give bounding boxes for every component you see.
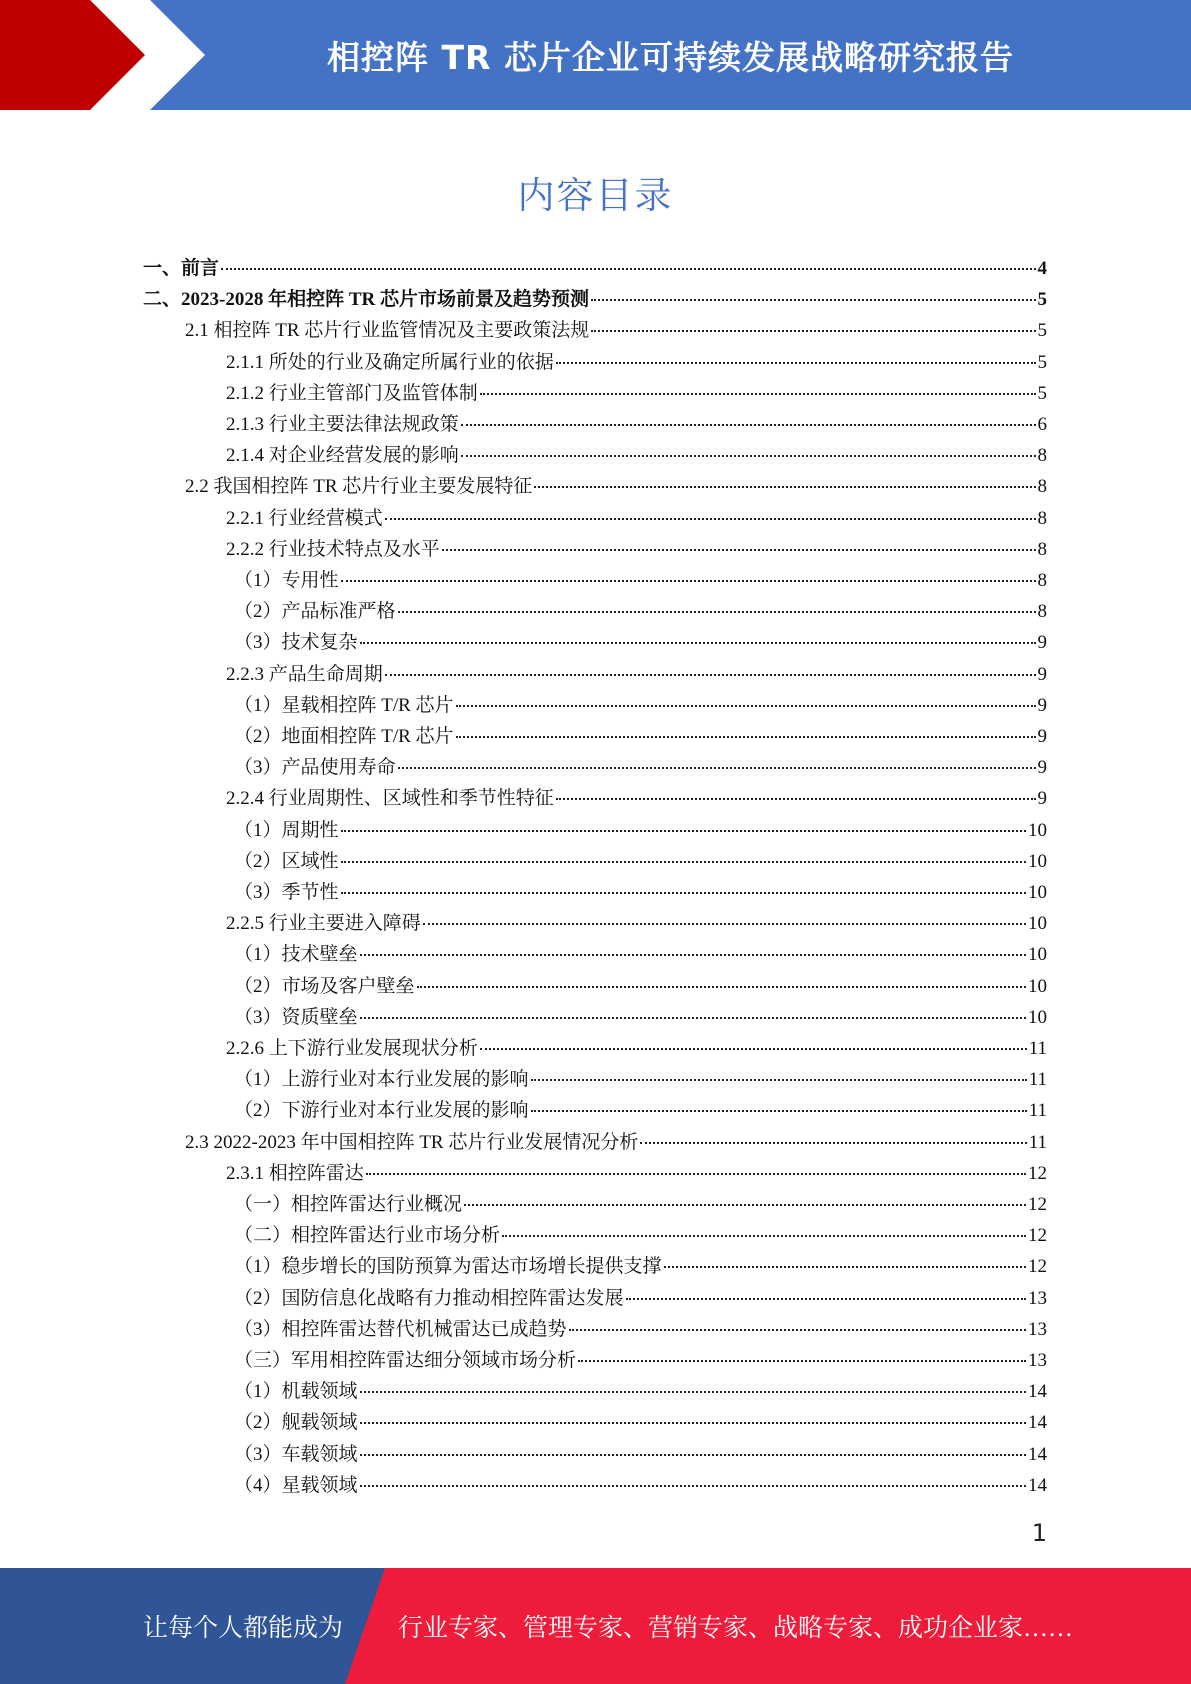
toc-entry[interactable]: [234, 1407, 1047, 1438]
toc-entry-label: （3）车载领域: [234, 1443, 358, 1465]
toc-entry-label: 二、2023-2028 年相控阵 TR 芯片市场前景及趋势预测: [143, 289, 589, 311]
toc-entry-label: （1）机载领域: [234, 1381, 358, 1403]
toc-entry[interactable]: [143, 253, 1047, 284]
toc-entry[interactable]: [234, 1345, 1047, 1376]
toc-entry-label: 2.2.5 行业主要进入障碍: [226, 913, 421, 935]
footer-banner: [0, 1568, 1191, 1684]
toc-leader-dots: [591, 299, 1036, 301]
toc-entry-label: 2.2 我国相控阵 TR 芯片行业主要发展特征: [185, 476, 533, 498]
toc-leader-dots: [360, 1391, 1026, 1393]
toc-entry-label: （2）下游行业对本行业发展的影响: [234, 1100, 529, 1122]
toc-entry-page: 5: [1037, 320, 1047, 342]
toc-leader-dots: [385, 518, 1036, 520]
toc-entry-page: 4: [1037, 258, 1047, 279]
toc-entry[interactable]: [234, 1283, 1047, 1314]
toc-entry-label: （二）相控阵雷达行业市场分析: [234, 1225, 501, 1247]
toc-leader-dots: [480, 393, 1036, 395]
toc-leader-dots: [569, 1329, 1026, 1331]
toc-leader-dots: [417, 986, 1026, 988]
toc-entry-label: （2）舰载领域: [234, 1412, 358, 1434]
toc-entry[interactable]: [226, 440, 1047, 471]
footer-slogan-left: 让每个人都能成为: [143, 1615, 344, 1642]
toc-leader-dots: [556, 798, 1036, 800]
toc-entry-page: 10: [1028, 975, 1047, 997]
toc-leader-dots: [531, 1079, 1027, 1081]
toc-entry[interactable]: [185, 315, 1047, 346]
toc-entry[interactable]: [234, 690, 1047, 721]
toc-entry[interactable]: [234, 1095, 1047, 1126]
toc-leader-dots: [341, 861, 1026, 863]
toc-leader-dots: [464, 1204, 1026, 1206]
toc-leader-dots: [456, 736, 1036, 738]
toc-leader-dots: [556, 362, 1036, 364]
toc-entry-label: （1）周期性: [234, 819, 339, 841]
footer-slogan-right: 行业专家、管理专家、营销专家、战略专家、成功企业家……: [398, 1615, 1074, 1642]
toc-entry-page: 10: [1028, 850, 1047, 872]
toc-entry[interactable]: [226, 347, 1047, 378]
toc-entry-page: 12: [1028, 1225, 1047, 1247]
toc-entry-label: （3）技术复杂: [234, 632, 358, 654]
toc-entry[interactable]: [234, 752, 1047, 783]
toc-entry-page: 10: [1028, 913, 1047, 935]
toc-entry-page: 12: [1028, 1194, 1047, 1215]
toc-entry[interactable]: [234, 1220, 1047, 1251]
toc-entry-page: 11: [1028, 1069, 1047, 1091]
toc-leader-dots: [341, 892, 1026, 894]
toc-leader-dots: [360, 1485, 1026, 1487]
toc-entry-label: 2.3 2022-2023 年中国相控阵 TR 芯片行业发展情况分析: [185, 1131, 639, 1153]
toc-leader-dots: [360, 1454, 1026, 1456]
toc-leader-dots: [385, 674, 1036, 676]
toc-entry-label: 2.2.3 产品生命周期: [226, 663, 383, 685]
toc-leader-dots: [423, 923, 1026, 925]
toc-entry-page: 8: [1037, 507, 1047, 529]
toc-entry-page: 8: [1037, 601, 1047, 623]
toc-entry[interactable]: [234, 1439, 1047, 1470]
toc-entry-page: 10: [1028, 1006, 1047, 1028]
toc-entry-page: 9: [1037, 663, 1047, 685]
toc-entry[interactable]: [226, 1158, 1047, 1189]
toc-leader-dots: [360, 954, 1026, 956]
toc-leader-dots: [578, 1360, 1026, 1362]
toc-entry-page: 13: [1028, 1287, 1047, 1309]
toc-entry-label: （4）星载领域: [234, 1474, 358, 1496]
toc-entry-page: 9: [1037, 694, 1047, 716]
toc-entry[interactable]: [234, 846, 1047, 877]
toc-entry-page: 14: [1028, 1443, 1047, 1465]
toc-entry-page: 13: [1028, 1318, 1047, 1340]
toc-entry-label: （3）相控阵雷达替代机械雷达已成趋势: [234, 1318, 567, 1340]
toc-entry-page: 9: [1037, 632, 1047, 654]
toc-entry[interactable]: [234, 1470, 1047, 1501]
toc-entry-label: 2.3.1 相控阵雷达: [226, 1162, 364, 1184]
toc-entry-page: 11: [1028, 1100, 1047, 1122]
toc-entry-label: （3）产品使用寿命: [234, 757, 396, 779]
toc-leader-dots: [398, 767, 1036, 769]
toc-leader-dots: [360, 1017, 1026, 1019]
toc-entry[interactable]: [143, 284, 1047, 315]
toc-entry-label: （2）区域性: [234, 850, 339, 872]
toc-entry[interactable]: [234, 1314, 1047, 1345]
toc-leader-dots: [461, 455, 1036, 457]
toc-leader-dots: [502, 1235, 1026, 1237]
toc-entry-label: （1）技术壁垒: [234, 944, 358, 966]
toc-entry-page: 5: [1037, 351, 1047, 373]
toc-leader-dots: [626, 1298, 1026, 1300]
toc-entry[interactable]: [234, 721, 1047, 752]
toc-leader-dots: [534, 486, 1035, 488]
toc-entry-page: 11: [1028, 1038, 1047, 1059]
toc-entry[interactable]: [234, 627, 1047, 658]
toc-entry-label: 2.1.3 行业主要法律法规政策: [226, 414, 459, 435]
toc-entry-page: 8: [1037, 445, 1047, 467]
toc-entry[interactable]: [226, 409, 1047, 440]
toc-entry-label: （2）国防信息化战略有力推动相控阵雷达发展: [234, 1287, 624, 1309]
toc-entry[interactable]: [234, 877, 1047, 908]
toc-entry-label: （2）地面相控阵 T/R 芯片: [234, 726, 454, 747]
toc-leader-dots: [360, 1422, 1026, 1424]
toc-entry-label: （1）专用性: [234, 570, 339, 591]
toc-leader-dots: [221, 268, 1035, 270]
toc-entry-label: 2.2.4 行业周期性、区域性和季节性特征: [226, 788, 554, 810]
toc-entry-page: 8: [1037, 538, 1047, 560]
toc-entry-page: 12: [1028, 1162, 1047, 1184]
toc-entry[interactable]: [185, 1127, 1047, 1158]
toc-entry[interactable]: [234, 1376, 1047, 1407]
toc-entry-label: （3）资质壁垒: [234, 1006, 358, 1028]
toc-entry-page: 8: [1037, 570, 1047, 591]
toc-leader-dots: [341, 830, 1026, 832]
toc-entry-page: 14: [1028, 1381, 1047, 1403]
toc-entry[interactable]: [226, 783, 1047, 814]
toc-leader-dots: [664, 1266, 1026, 1268]
toc-leader-dots: [398, 611, 1036, 613]
toc-entry-label: 一、前言: [143, 258, 220, 279]
toc-entry-page: 6: [1037, 414, 1047, 435]
toc-entry-page: 10: [1028, 882, 1047, 903]
toc-entry-label: 2.2.1 行业经营模式: [226, 507, 383, 529]
toc-leader-dots: [591, 330, 1035, 332]
toc-leader-dots: [360, 642, 1036, 644]
toc-entry[interactable]: [226, 378, 1047, 409]
toc-title: 内容目录: [517, 174, 674, 217]
toc-entry[interactable]: [234, 815, 1047, 846]
toc-entry-page: 8: [1037, 476, 1047, 498]
toc-entry[interactable]: [234, 1002, 1047, 1033]
toc-entry[interactable]: [226, 1033, 1047, 1064]
toc-entry-label: （2）产品标准严格: [234, 601, 396, 623]
toc-entry[interactable]: [234, 565, 1047, 596]
toc-entry-label: （2）市场及客户壁垒: [234, 975, 415, 997]
toc-entry-page: 5: [1037, 289, 1047, 311]
toc-leader-dots: [480, 1048, 1027, 1050]
toc-entry-label: 2.1.1 所处的行业及确定所属行业的依据: [226, 351, 554, 373]
toc-entry-label: （一）相控阵雷达行业概况: [234, 1194, 463, 1215]
toc-entry-label: （1）上游行业对本行业发展的影响: [234, 1069, 529, 1091]
toc-entry[interactable]: [226, 534, 1047, 565]
toc-leader-dots: [442, 549, 1036, 551]
toc-entry[interactable]: [234, 939, 1047, 970]
toc-entry[interactable]: [234, 1189, 1047, 1220]
toc-entry[interactable]: [234, 1064, 1047, 1095]
toc-entry[interactable]: [185, 471, 1047, 502]
toc-entry-label: （1）星载相控阵 T/R 芯片: [234, 694, 454, 716]
toc-entry-label: （1）稳步增长的国防预算为雷达市场增长提供支撑: [234, 1256, 662, 1278]
toc-entry[interactable]: [234, 1251, 1047, 1282]
toc-entry-page: 14: [1028, 1412, 1047, 1434]
toc-entry-page: 10: [1028, 819, 1047, 841]
toc-entry-page: 12: [1028, 1256, 1047, 1278]
toc-entry-page: 9: [1037, 788, 1047, 810]
toc-leader-dots: [456, 705, 1036, 707]
page-number: 1: [1031, 1519, 1047, 1547]
toc-leader-dots: [640, 1142, 1026, 1144]
toc-entry-label: 2.2.2 行业技术特点及水平: [226, 538, 440, 560]
toc-entry-page: 13: [1028, 1350, 1047, 1371]
toc-entry[interactable]: [226, 503, 1047, 534]
toc-leader-dots: [461, 424, 1036, 426]
toc-leader-dots: [531, 1110, 1027, 1112]
toc-leader-dots: [366, 1173, 1026, 1175]
toc-entry-label: 2.1 相控阵 TR 芯片行业监管情况及主要政策法规: [185, 320, 590, 342]
toc-entry[interactable]: [234, 596, 1047, 627]
toc-entry-page: 9: [1037, 726, 1047, 747]
toc-leader-dots: [341, 580, 1036, 582]
report-title: 相控阵 TR 芯片企业可持续发展战略研究报告: [327, 37, 1014, 77]
toc-entry[interactable]: [234, 971, 1047, 1002]
toc-entry-page: 10: [1028, 944, 1047, 966]
toc-entry-page: 14: [1028, 1474, 1047, 1496]
toc-entry-label: （3）季节性: [234, 882, 339, 903]
toc-entry-page: 9: [1037, 757, 1047, 779]
toc-entry[interactable]: [226, 659, 1047, 690]
toc-entry-page: 5: [1037, 382, 1047, 404]
toc-entry-label: 2.2.6 上下游行业发展现状分析: [226, 1038, 478, 1059]
toc-entry[interactable]: [226, 908, 1047, 939]
toc-entry-label: （三）军用相控阵雷达细分领域市场分析: [234, 1350, 577, 1371]
header-banner: [0, 0, 1191, 110]
toc-entry-label: 2.1.2 行业主管部门及监管体制: [226, 382, 478, 404]
toc-entry-page: 11: [1028, 1131, 1047, 1153]
toc-entry-label: 2.1.4 对企业经营发展的影响: [226, 445, 459, 467]
